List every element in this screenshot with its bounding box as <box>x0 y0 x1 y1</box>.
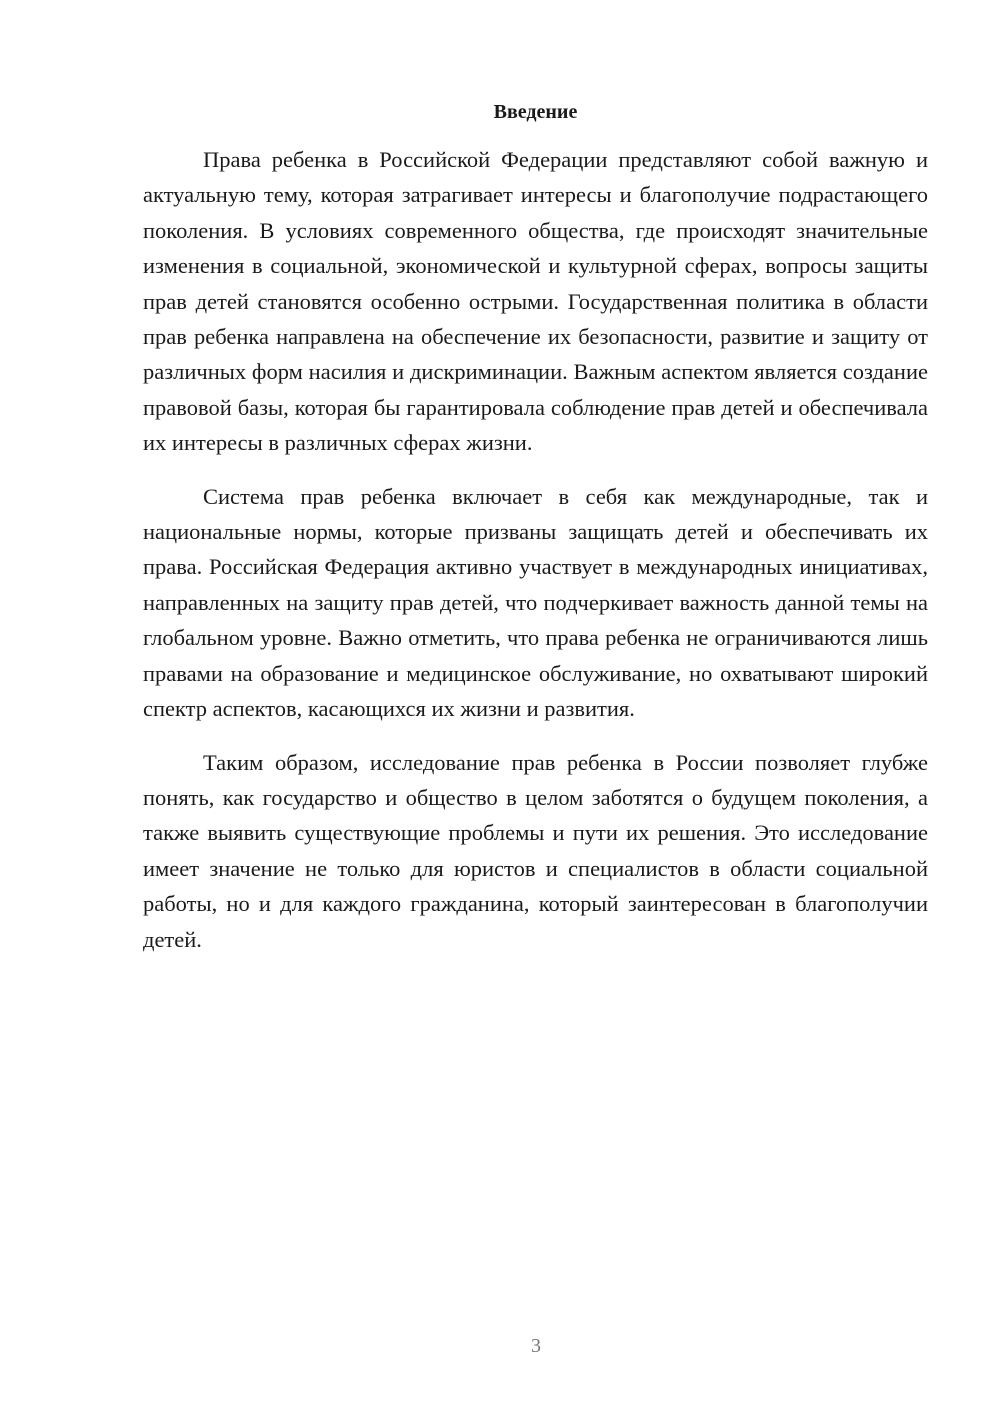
paragraph-3: Таким образом, исследование прав ребенка в России позволяет глубже понять, как государство и общество в целом заботятся о будущем поколения, а также выявить существующие проблемы и пути их решения. Это исследование имеет значение не только для юристов и специалистов в области социальной работы, но и для каждого гражданина, который заинтересован в благополучии детей. <box>143 749 928 952</box>
paragraph-1: Права ребенка в Российской Федерации представляют собой важную и актуальную тему, которая затрагивает интересы и благополучие подрастающего поколения. В условиях современного общества, где происходят значительные изменения в социальной, экономической и культурной сферах, вопросы защиты прав детей становятся особенно острыми. Государственная политика в области прав ребенка направлена на обеспечение их безопасности, развитие и защиту от различных форм насилия и дискриминации. Важным аспектом является создание правовой базы, которая бы гарантировала соблюдение прав детей и обеспечивала их интересы в различных сферах жизни. <box>143 147 928 456</box>
body-text <box>143 142 928 957</box>
paragraph-2: Система прав ребенка включает в себя как международные, так и национальные нормы, которые призваны защищать детей и обеспечивать их права. Российская Федерация активно участвует в международных инициативах, направленных на защиту прав детей, что подчеркивает важность данной темы на глобальном уровне. Важно отметить, что права ребенка не ограничиваются лишь правами на образование и медицинское обслуживание, но охватывают широкий спектр аспектов, касающихся их жизни и развития. <box>143 483 928 722</box>
page-number: 3 <box>531 1335 541 1357</box>
page-title: Введение <box>493 101 578 123</box>
